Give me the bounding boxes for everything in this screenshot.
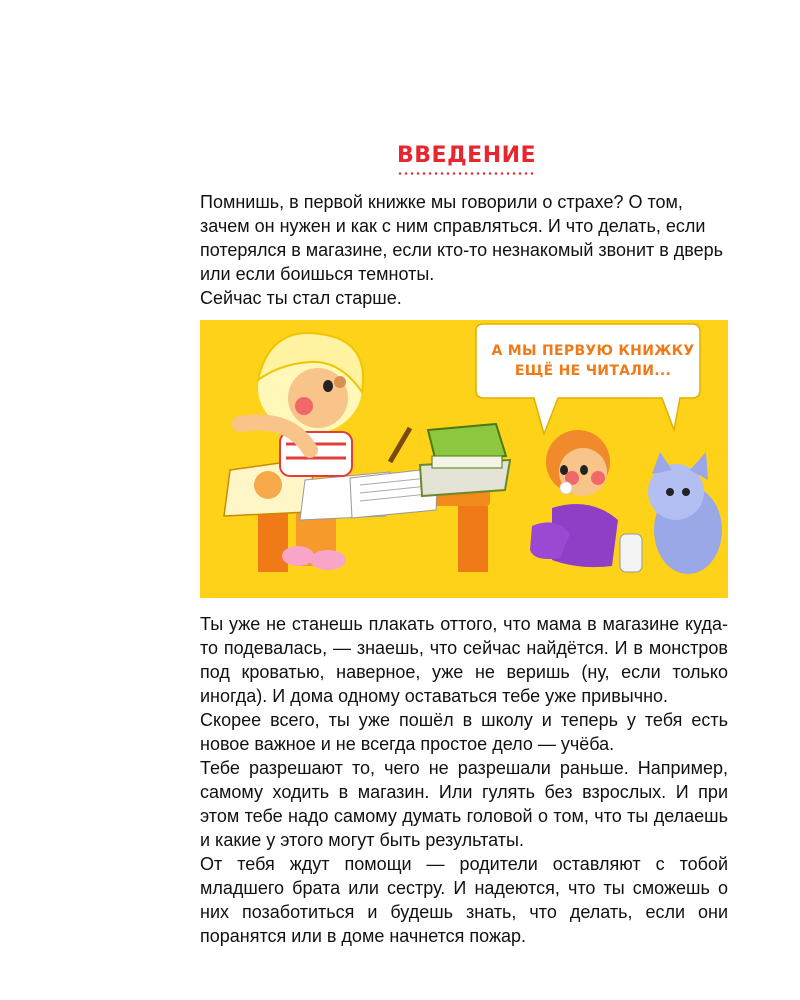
speech-bubble-text: А МЫ ПЕРВУЮ КНИЖКУ ЕЩЁ НЕ ЧИТАЛИ... xyxy=(491,343,695,379)
paragraph: Скорее всего, ты уже пошёл в школу и теперь у тебя есть новое важное и не всегда простое дело — учёба. xyxy=(200,710,728,754)
body-text xyxy=(200,612,728,948)
paragraph: Помнишь, в первой книжке мы говорили о страхе? О том, зачем он нужен и как с ним справляться. И что делать, если потерялся в магазине, если кто-то незнакомый звонит в дверь или если боишься темноты. xyxy=(200,192,724,284)
title-underline xyxy=(397,172,533,175)
paragraph: От тебя ждут помощи — родители оставляют с тобой младшего брата или сестру. И надеются, что ты сможешь о них позаботиться и будешь знать, что делать, если они поранятся или в доме начнется пожар. xyxy=(200,854,728,946)
paragraph: Ты уже не станешь плакать оттого, что мама в магазине куда-то подевалась, — знаешь, что сейчас найдётся. И в монстров под кроватью, наверное, уже не веришь (ну, если только иногда). И дома одному оставаться тебе уже привычно. xyxy=(200,614,728,706)
intro-text xyxy=(200,190,728,310)
paragraph: Сейчас ты стал старше. xyxy=(200,288,402,308)
paragraph: Тебе разрешают то, чего не разрешали раньше. Например, самому ходить в магазин. Или гулять без взрослых. И при этом тебе надо самому думать головой о том, что ты делаешь и какие у этого могут быть результаты. xyxy=(200,758,728,850)
page-title: ВВЕДЕНИЕ xyxy=(397,143,537,168)
